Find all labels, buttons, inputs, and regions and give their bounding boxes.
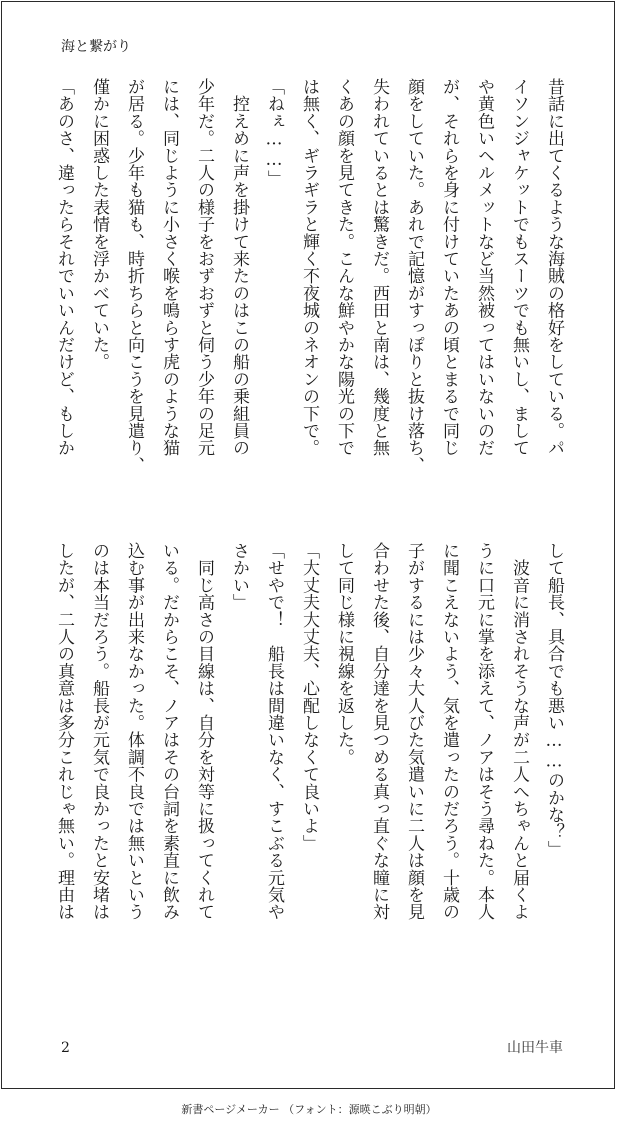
text-column: が、それらを身に付けていたあの頃とまるで同じ [439,78,459,457]
text-column: が居る。少年も猫も、時折ちらと向こうを見遣り、 [124,78,144,474]
text-column: くあの顔を見てきた。こんな鮮やかな陽光の下で [334,78,354,457]
text-column: 僅かに困惑した表情を浮かべていた。 [89,78,109,371]
generator-credit: 新書ページメーカー （フォント：源暎こぶり明朝） [181,1103,437,1116]
text-block-lower [52,542,566,996]
text-column: さかい」 [229,542,249,611]
text-column: 込む事が出来なかった。体調不良では無いという [124,542,144,921]
text-column: 「大丈夫大丈夫、心配しなくて良いよ」 [299,542,319,852]
text-column: 同じ高さの目線は、自分を対等に扱ってくれて [194,542,214,921]
text-column: には、同じように小さく喉を鳴らす虎のような猫 [159,78,179,457]
text-column: 控えめに声を掛けて来たのはこの船の乗組員の [229,78,249,457]
author-name: 山田牛車 [507,1040,563,1056]
text-column: して同じ様に視線を返した。 [334,542,354,766]
text-column: 「ねぇ……」 [264,78,284,188]
text-block-upper [52,78,566,514]
text-column: 少年だ。二人の様子をおずおずと伺う少年の足元 [194,78,214,457]
text-column: 失われているとは驚きだ。西田と南は、幾度と無 [369,78,389,457]
running-header-title: 海と繋がり [61,39,131,55]
text-column: に聞こえないよう、気を遣ったのだろう。十歳の [439,542,459,921]
text-column: いる。だからこそ、ノアはその台詞を素直に飲み [159,542,179,921]
text-column: 「せやで！ 船長は間違いなく、すこぶる元気や [264,542,284,921]
page-frame [1,1,615,1089]
text-column: うに口元に掌を添えて、ノアはそう尋ねた。本人 [474,542,494,921]
text-column: 合わせた後、自分達を見つめる真っ直ぐな瞳に対 [369,542,389,921]
text-column: 「あのさ、違ったらそれでいいんだけど、もしか [54,78,74,457]
text-column: 昔話に出てくるような海賊の格好をしている。パ [544,78,564,457]
text-column: イソンジャケットでもスーツでも無いし、まして [509,78,529,457]
text-column: のは本当だろう。船長が元気で良かったと安堵は [89,542,109,921]
page-number: 2 [61,1040,70,1056]
text-column: は無く、ギラギラと輝く不夜城のネオンの下で。 [299,78,319,457]
text-column: 顔をしていた。あれで記憶がすっぽりと抜け落ち、 [404,78,424,474]
text-column: や黄色いヘルメットなど当然被ってはいないのだ [474,78,494,457]
text-column: して船長、具合でも悪い……のかな？」 [544,542,564,858]
text-column: 子がするには少々大人びた気遣いに二人は顔を見 [404,542,424,921]
text-column: 波音に消されそうな声が二人へちゃんと届くよ [509,542,529,921]
text-column: したが、二人の真意は多分これじゃ無い。理由は [54,542,74,921]
